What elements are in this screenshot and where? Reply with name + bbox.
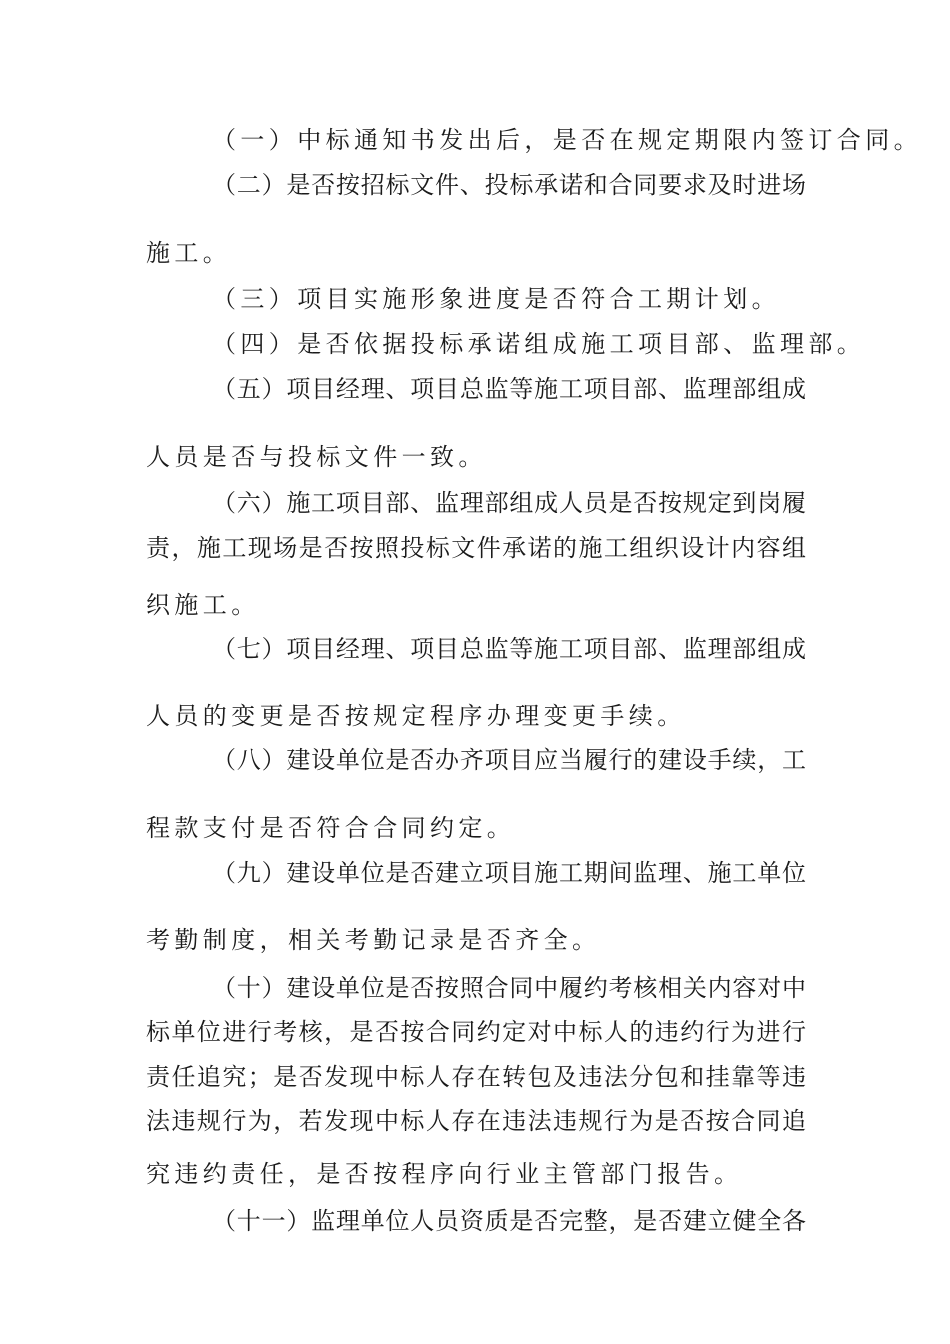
item-10-line-2: 标单位进行考核，是否按合同约定对中标人的违约行为进行 bbox=[146, 1018, 806, 1046]
item-3-line-1: （三）项目实施形象进度是否符合工期计划。 bbox=[212, 285, 780, 313]
item-8-line-2: 程款支付是否符合合同约定。 bbox=[146, 814, 516, 842]
item-6-line-3: 织施工。 bbox=[146, 591, 260, 619]
item-1-line-1: （一）中标通知书发出后，是否在规定期限内签订合同。 bbox=[212, 126, 922, 154]
item-5-line-1: （五）项目经理、项目总监等施工项目部、监理部组成 bbox=[212, 375, 806, 403]
item-8-line-1: （八）建设单位是否办齐项目应当履行的建设手续，工 bbox=[212, 746, 806, 774]
item-9-line-1: （九）建设单位是否建立项目施工期间监理、施工单位 bbox=[212, 859, 806, 887]
item-2-line-1: （二）是否按招标文件、投标承诺和合同要求及时进场 bbox=[212, 171, 806, 199]
item-4-line-1: （四）是否依据投标承诺组成施工项目部、监理部。 bbox=[212, 330, 866, 358]
item-10-line-1: （十）建设单位是否按照合同中履约考核相关内容对中 bbox=[212, 974, 806, 1002]
item-7-line-2: 人员的变更是否按规定程序办理变更手续。 bbox=[146, 702, 686, 730]
item-6-line-2: 责，施工现场是否按照投标文件承诺的施工组织设计内容组 bbox=[146, 534, 806, 562]
item-10-line-4: 法违规行为，若发现中标人存在违法违规行为是否按合同追 bbox=[146, 1107, 806, 1135]
item-5-line-2: 人员是否与投标文件一致。 bbox=[146, 443, 487, 471]
item-9-line-2: 考勤制度，相关考勤记录是否齐全。 bbox=[146, 926, 601, 954]
item-6-line-1: （六）施工项目部、监理部组成人员是否按规定到岗履 bbox=[212, 489, 806, 517]
item-10-line-3: 责任追究；是否发现中标人存在转包及违法分包和挂靠等违 bbox=[146, 1063, 806, 1091]
item-11-line-1: （十一）监理单位人员资质是否完整，是否建立健全各 bbox=[212, 1207, 806, 1235]
item-2-line-2: 施工。 bbox=[146, 239, 232, 267]
item-10-line-5: 究违约责任，是否按程序向行业主管部门报告。 bbox=[146, 1160, 743, 1188]
item-7-line-1: （七）项目经理、项目总监等施工项目部、监理部组成 bbox=[212, 635, 806, 663]
